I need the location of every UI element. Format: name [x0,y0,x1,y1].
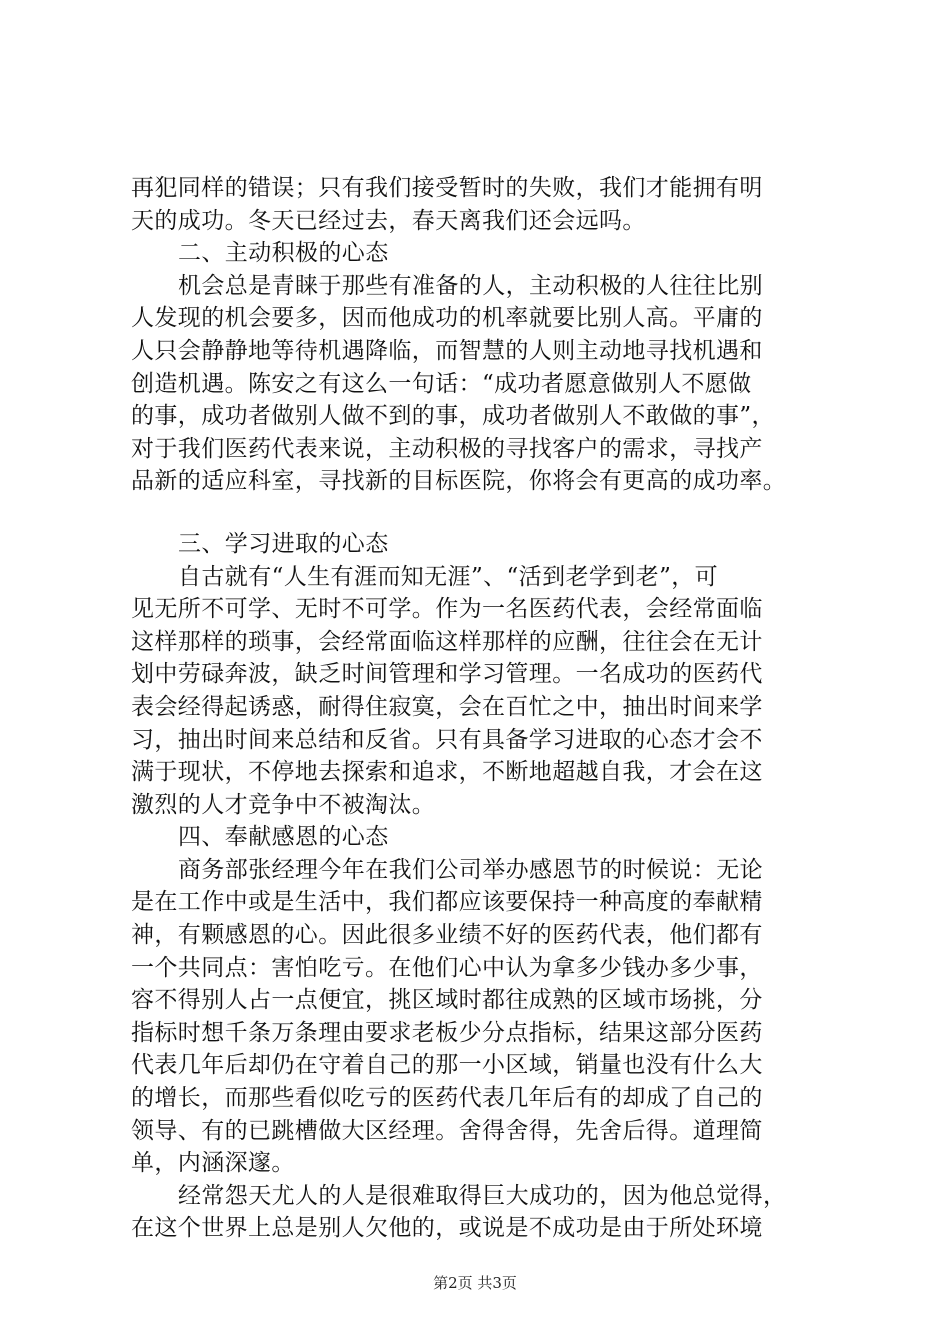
text-line: 见无所不可学、无时不可学。作为一名医药代表，会经常面临 [131,596,763,623]
text-line: 领导、有的已跳槽做大区经理。舍得舍得，先舍后得。道理简 [131,1117,763,1144]
text-line: 人发现的机会要多，因而他成功的机率就要比别人高。平庸的 [131,305,763,332]
text-line: 满于现状，不停地去探索和追求，不断地超越自我，才会在这 [131,759,763,786]
text-line: 单，内涵深邃。 [131,1150,295,1177]
text-line: 划中劳碌奔波，缺乏时间管理和学习管理。一名成功的医药代 [131,661,763,688]
text-line: 对于我们医药代表来说，主动积极的寻找客户的需求，寻找产 [131,435,763,462]
text-line: 商务部张经理今年在我们公司举办感恩节的时候说：无论 [178,856,763,883]
text-line: 在这个世界上总是别人欠他的，或说是不成功是由于所处环境 [131,1215,763,1242]
paragraph-gap [131,498,851,528]
text-line: 习，抽出时间来总结和反省。只有具备学习进取的心态才会不 [131,726,763,753]
text-line: 一个共同点：害怕吃亏。在他们心中认为拿多少钱办多少事， [131,954,763,981]
text-line: 品新的适应科室，寻找新的目标医院，你将会有更高的成功率。 [131,468,787,495]
section-heading: 二、主动积极的心态 [178,240,389,267]
text-line: 表会经得起诱惑，耐得住寂寞，会在百忙之中，抽出时间来学 [131,693,763,720]
section-heading: 四、奉献感恩的心态 [178,824,389,851]
text-line: 容不得别人占一点便宜，挑区域时都往成熟的区域市场挑，分 [131,987,763,1014]
text-line: 是在工作中或是生活中，我们都应该要保持一种高度的奉献精 [131,889,763,916]
text-line: 机会总是青睐于那些有准备的人，主动积极的人往往比别 [178,272,763,299]
text-line: 神，有颗感恩的心。因此很多业绩不好的医药代表，他们都有 [131,922,763,949]
document-body [131,172,851,1245]
text-line: 激烈的人才竞争中不被淘汰。 [131,791,436,818]
text-line: 的事，成功者做别人做不到的事，成功者做别人不敢做的事”， [131,403,775,430]
page-footer: 第2页 共3页 [433,1274,517,1292]
text-line: 这样那样的琐事，会经常面临这样那样的应酬，往往会在无计 [131,628,763,655]
text-line: 创造机遇。陈安之有这么一句话：“成功者愿意做别人不愿做 [131,370,752,397]
text-line: 指标时想千条万条理由要求老板少分点指标，结果这部分医药 [131,1019,763,1046]
text-line: 代表几年后却仍在守着自己的那一小区域，销量也没有什么大 [131,1052,763,1079]
section-heading: 三、学习进取的心态 [178,530,389,557]
text-line: 天的成功。冬天已经过去，春天离我们还会远吗。 [131,207,646,234]
text-line: 经常怨天尤人的人是很难取得巨大成功的，因为他总觉得， [178,1182,787,1209]
text-line: 人只会静静地等待机遇降临，而智慧的人则主动地寻找机遇和 [131,337,763,364]
text-line: 再犯同样的错误；只有我们接受暂时的失败，我们才能拥有明 [131,175,763,201]
text-line: 自古就有“人生有涯而知无涯”、“活到老学到老”，可 [178,563,719,590]
text-line: 的增长，而那些看似吃亏的医药代表几年后有的却成了自己的 [131,1085,763,1112]
